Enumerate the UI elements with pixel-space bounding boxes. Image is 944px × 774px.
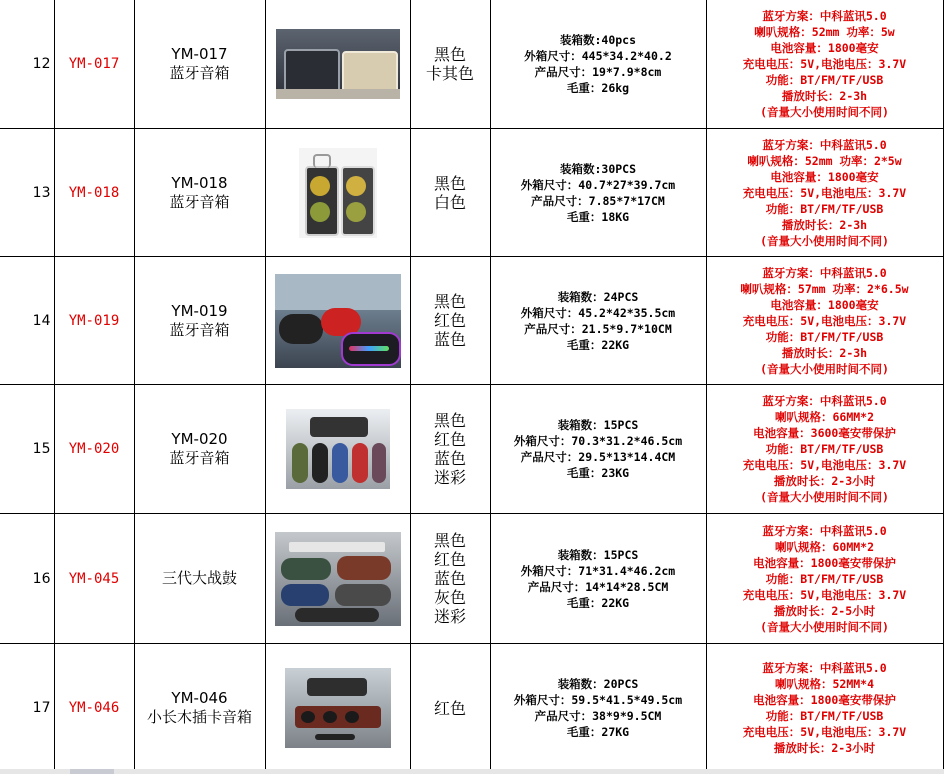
row-number-cell[interactable] (0, 385, 54, 514)
color-option: 蓝色 (433, 330, 466, 349)
speaker-camo2 (372, 443, 386, 483)
product-image-cell[interactable] (265, 644, 410, 773)
specs-cell[interactable] (706, 385, 943, 514)
colors-cell[interactable] (410, 644, 490, 773)
spec-line: 电池容量：1800毫安带保护 (753, 555, 896, 570)
spec-line: 播放时长：2-3小时 (773, 741, 876, 755)
handle-shape (313, 154, 331, 168)
product-code: YM-019 (68, 312, 120, 329)
row-number-cell[interactable] (0, 644, 54, 773)
spec-line: 喇叭规格：52mm 功率：5w (754, 25, 895, 39)
product-photo (285, 668, 391, 748)
speaker-left-woofer2 (310, 202, 330, 222)
product-photo (275, 274, 401, 368)
packing-info-cell[interactable] (490, 0, 706, 129)
drum-top-left (281, 558, 331, 580)
product-code-cell[interactable] (54, 129, 134, 257)
table-row (0, 257, 943, 385)
product-name-cell[interactable] (134, 385, 265, 514)
color-option: 蓝色 (433, 449, 466, 468)
color-option: 蓝色 (433, 569, 466, 588)
product-name-line: 三代大战鼓 (161, 569, 237, 587)
table-surface (276, 89, 400, 99)
drum-top-right (337, 556, 391, 580)
product-code-cell[interactable] (54, 385, 134, 514)
packing-line: 装箱数:40pcs (559, 33, 637, 47)
speaker-left-woofer (310, 176, 330, 196)
color-option: 黑色 (433, 531, 466, 550)
product-name-line: YM-020 (171, 430, 228, 448)
packing-line: 毛重：23KG (566, 466, 630, 480)
spec-line: 电池容量：1800毫安 (770, 169, 879, 184)
product-name-line: 蓝牙音箱 (169, 320, 230, 339)
packing-line: 外箱尺寸：71*31.4*46.2cm (520, 563, 676, 578)
table-row (0, 644, 943, 773)
packing-line: 产品尺寸：19*7.9*8cm (534, 65, 662, 79)
spec-line: 蓝牙方案：中科蓝讯5.0 (762, 523, 887, 538)
cable-shape (315, 734, 355, 740)
spec-line: 播放时长：2-3h (781, 89, 868, 103)
spec-line: 充电电压：5V,电池电压：3.7V (742, 57, 907, 71)
product-code-cell[interactable] (54, 514, 134, 644)
specs-cell[interactable] (706, 129, 943, 257)
packing-line: 毛重：27KG (566, 725, 630, 739)
packing-line: 产品尺寸：14*14*28.5CM (527, 579, 669, 594)
spec-line: 充电电压：5V,电池电压：3.7V (742, 313, 907, 328)
led-strip (349, 346, 389, 351)
product-name-line: YM-017 (171, 45, 228, 63)
color-option: 黑色 (433, 292, 466, 311)
specs-cell[interactable] (706, 257, 943, 385)
speaker-grille-2 (323, 711, 337, 723)
table-row (0, 0, 943, 129)
product-photo (275, 532, 401, 626)
product-name-cell[interactable] (134, 0, 265, 129)
spec-line: 功能：BT/FM/TF/USB (765, 329, 884, 344)
product-code: YM-018 (68, 184, 120, 201)
row-number-cell[interactable] (0, 129, 54, 257)
spec-line: (音量大小使用时间不同) (760, 361, 889, 376)
colors-cell[interactable] (410, 385, 490, 514)
table-row (0, 129, 943, 257)
spec-line: 电池容量：1800毫安带保护 (753, 693, 896, 707)
packing-line: 外箱尺寸：40.7*27*39.7cm (520, 177, 676, 192)
packing-line: 外箱尺寸：45.2*42*35.5cm (520, 305, 676, 320)
color-option: 黑色 (433, 411, 466, 430)
spec-line: 充电电压：5V,电池电压：3.7V (742, 587, 907, 602)
color-option: 红色 (433, 311, 466, 330)
spec-line: 充电电压：5V,电池电压：3.7V (742, 185, 907, 200)
spec-line: 喇叭规格：52mm 功率：2*5w (747, 153, 902, 168)
speaker-camo1 (292, 443, 308, 483)
packing-line: 产品尺寸：21.5*9.7*10CM (524, 321, 672, 336)
product-name-cell[interactable] (134, 257, 265, 385)
specs-cell[interactable] (706, 0, 943, 129)
product-name-cell[interactable] (134, 644, 265, 773)
product-code-cell[interactable] (54, 644, 134, 773)
packing-line: 外箱尺寸：445*34.2*40.2 (524, 49, 672, 63)
packing-info-cell[interactable] (490, 257, 706, 385)
color-option: 卡其色 (425, 64, 474, 83)
product-name-line: 蓝牙音箱 (169, 64, 230, 82)
spec-line: (音量大小使用时间不同) (760, 105, 889, 119)
packing-line: 毛重：22KG (566, 337, 630, 352)
spec-line: 电池容量：3600毫安带保护 (753, 426, 896, 440)
color-option: 红色 (433, 698, 466, 718)
spec-line: 喇叭规格：52MM*4 (774, 677, 875, 691)
colors-cell[interactable] (410, 257, 490, 385)
product-name-line: YM-046 (171, 689, 228, 707)
product-photo (286, 409, 390, 489)
packing-line: 外箱尺寸：70.3*31.2*46.5cm (513, 434, 683, 448)
product-image-cell[interactable] (265, 385, 410, 514)
row-number: 13 (32, 184, 51, 201)
product-name-cell[interactable] (134, 129, 265, 257)
packing-line: 产品尺寸：38*9*9.5CM (534, 709, 662, 723)
product-photo (299, 148, 377, 238)
box-shape (307, 678, 367, 696)
speaker-grille-1 (301, 711, 315, 723)
spec-line: 蓝牙方案：中科蓝讯5.0 (762, 394, 887, 408)
speaker-red (352, 443, 368, 483)
spec-line: 电池容量：1800毫安 (770, 41, 879, 55)
color-option: 黑色 (433, 173, 466, 193)
product-image-cell[interactable] (265, 514, 410, 644)
speaker-black-shape (284, 49, 340, 93)
row-number-cell[interactable] (0, 257, 54, 385)
spec-line: 功能：BT/FM/TF/USB (765, 201, 884, 216)
packing-line: 毛重：18KG (566, 209, 630, 224)
color-option: 迷彩 (433, 468, 466, 487)
product-image-cell[interactable] (265, 257, 410, 385)
spec-line: 功能：BT/FM/TF/USB (765, 442, 884, 456)
speaker-right-woofer2 (346, 202, 366, 222)
speaker-blue (332, 443, 348, 483)
speaker-grille-3 (345, 711, 359, 723)
packing-line: 产品尺寸：7.85*7*17CM (531, 193, 665, 208)
product-name-line: 蓝牙音箱 (169, 449, 230, 467)
speaker-right-woofer (346, 176, 366, 196)
spec-line: 喇叭规格：57mm 功率：2*6.5w (740, 281, 909, 296)
spec-line: 播放时长：2-3h (781, 217, 868, 232)
row-number: 12 (32, 56, 51, 72)
color-option: 迷彩 (433, 607, 466, 626)
spec-line: 蓝牙方案：中科蓝讯5.0 (762, 9, 887, 23)
spec-line: 播放时长：2-5小时 (773, 603, 876, 618)
product-image-cell[interactable] (265, 129, 410, 257)
product-code-cell[interactable] (54, 0, 134, 129)
spec-line: 蓝牙方案：中科蓝讯5.0 (762, 137, 887, 152)
speaker-black (312, 443, 328, 483)
color-option: 黑色 (433, 45, 466, 64)
colors-cell[interactable] (410, 0, 490, 129)
packing-line: 毛重：22KG (566, 595, 630, 610)
spec-line: 蓝牙方案：中科蓝讯5.0 (762, 661, 887, 675)
packing-line: 装箱数：20PCS (557, 677, 639, 691)
sheet-scroll-strip[interactable] (0, 769, 944, 774)
speaker-khaki-shape (342, 51, 398, 93)
row-number: 16 (32, 570, 51, 587)
shelf-background (275, 274, 401, 310)
spec-line: 电池容量：1800毫安 (770, 297, 879, 312)
spec-line: 喇叭规格：60MM*2 (774, 539, 875, 554)
table-row (0, 385, 943, 514)
packing-line: 毛重：26kg (566, 81, 630, 95)
color-option: 灰色 (433, 588, 466, 607)
spec-line: 功能：BT/FM/TF/USB (765, 571, 884, 586)
row-number: 17 (32, 700, 51, 716)
product-code: YM-045 (68, 570, 120, 587)
packing-line: 装箱数：24PCS (557, 289, 639, 304)
table-row (0, 514, 943, 644)
spec-line: (音量大小使用时间不同) (760, 490, 889, 504)
spec-line: (音量大小使用时间不同) (760, 233, 889, 248)
packing-info-cell[interactable] (490, 514, 706, 644)
colors-cell[interactable] (410, 514, 490, 644)
color-option: 白色 (433, 192, 466, 212)
product-code: YM-020 (68, 441, 120, 457)
packing-line: 装箱数:30PCS (559, 161, 637, 176)
packing-info-cell[interactable] (490, 129, 706, 257)
spec-line: 功能：BT/FM/TF/USB (765, 73, 884, 87)
drum-mid-left (281, 584, 329, 606)
spec-line: (音量大小使用时间不同) (760, 619, 889, 634)
label-strip (289, 542, 385, 552)
spec-line: 充电电压：5V,电池电压：3.7V (742, 725, 907, 739)
spec-line: 播放时长：2-3小时 (773, 474, 876, 488)
packing-info-cell[interactable] (490, 385, 706, 514)
row-number-cell[interactable] (0, 514, 54, 644)
product-code-cell[interactable] (54, 257, 134, 385)
packing-line: 装箱数：15PCS (557, 547, 639, 562)
product-name-line: 小长木插卡音箱 (146, 708, 252, 726)
spec-line: 功能：BT/FM/TF/USB (765, 709, 884, 723)
product-code: YM-046 (68, 700, 120, 716)
packing-info-cell[interactable] (490, 644, 706, 773)
packing-line: 产品尺寸：29.5*13*14.4CM (520, 450, 676, 464)
row-number: 14 (32, 312, 51, 329)
drum-bottom (295, 608, 379, 622)
color-option: 红色 (433, 430, 466, 449)
packing-line: 外箱尺寸：59.5*41.5*49.5cm (513, 693, 683, 707)
specs-cell[interactable] (706, 644, 943, 773)
spec-line: 蓝牙方案：中科蓝讯5.0 (762, 265, 887, 280)
product-name-line: YM-018 (171, 173, 228, 192)
product-image-cell[interactable] (265, 0, 410, 129)
colors-cell[interactable] (410, 129, 490, 257)
specs-cell[interactable] (706, 514, 943, 644)
spec-line: 充电电压：5V,电池电压：3.7V (742, 458, 907, 472)
box-shape (310, 417, 368, 437)
scroll-thumb[interactable] (70, 769, 114, 774)
row-number: 15 (32, 441, 51, 457)
color-option: 红色 (433, 550, 466, 569)
drum-mid-right (335, 584, 391, 606)
packing-line: 装箱数：15PCS (557, 418, 639, 432)
product-name-cell[interactable] (134, 514, 265, 644)
speaker-black-shape (279, 314, 323, 344)
product-name-line: 蓝牙音箱 (169, 192, 230, 211)
product-code: YM-017 (68, 56, 120, 72)
row-number-cell[interactable] (0, 0, 54, 129)
product-photo (276, 29, 400, 99)
spec-line: 播放时长：2-3h (781, 345, 868, 360)
spec-line: 喇叭规格：66MM*2 (774, 410, 875, 424)
product-name-line: YM-019 (171, 301, 228, 320)
